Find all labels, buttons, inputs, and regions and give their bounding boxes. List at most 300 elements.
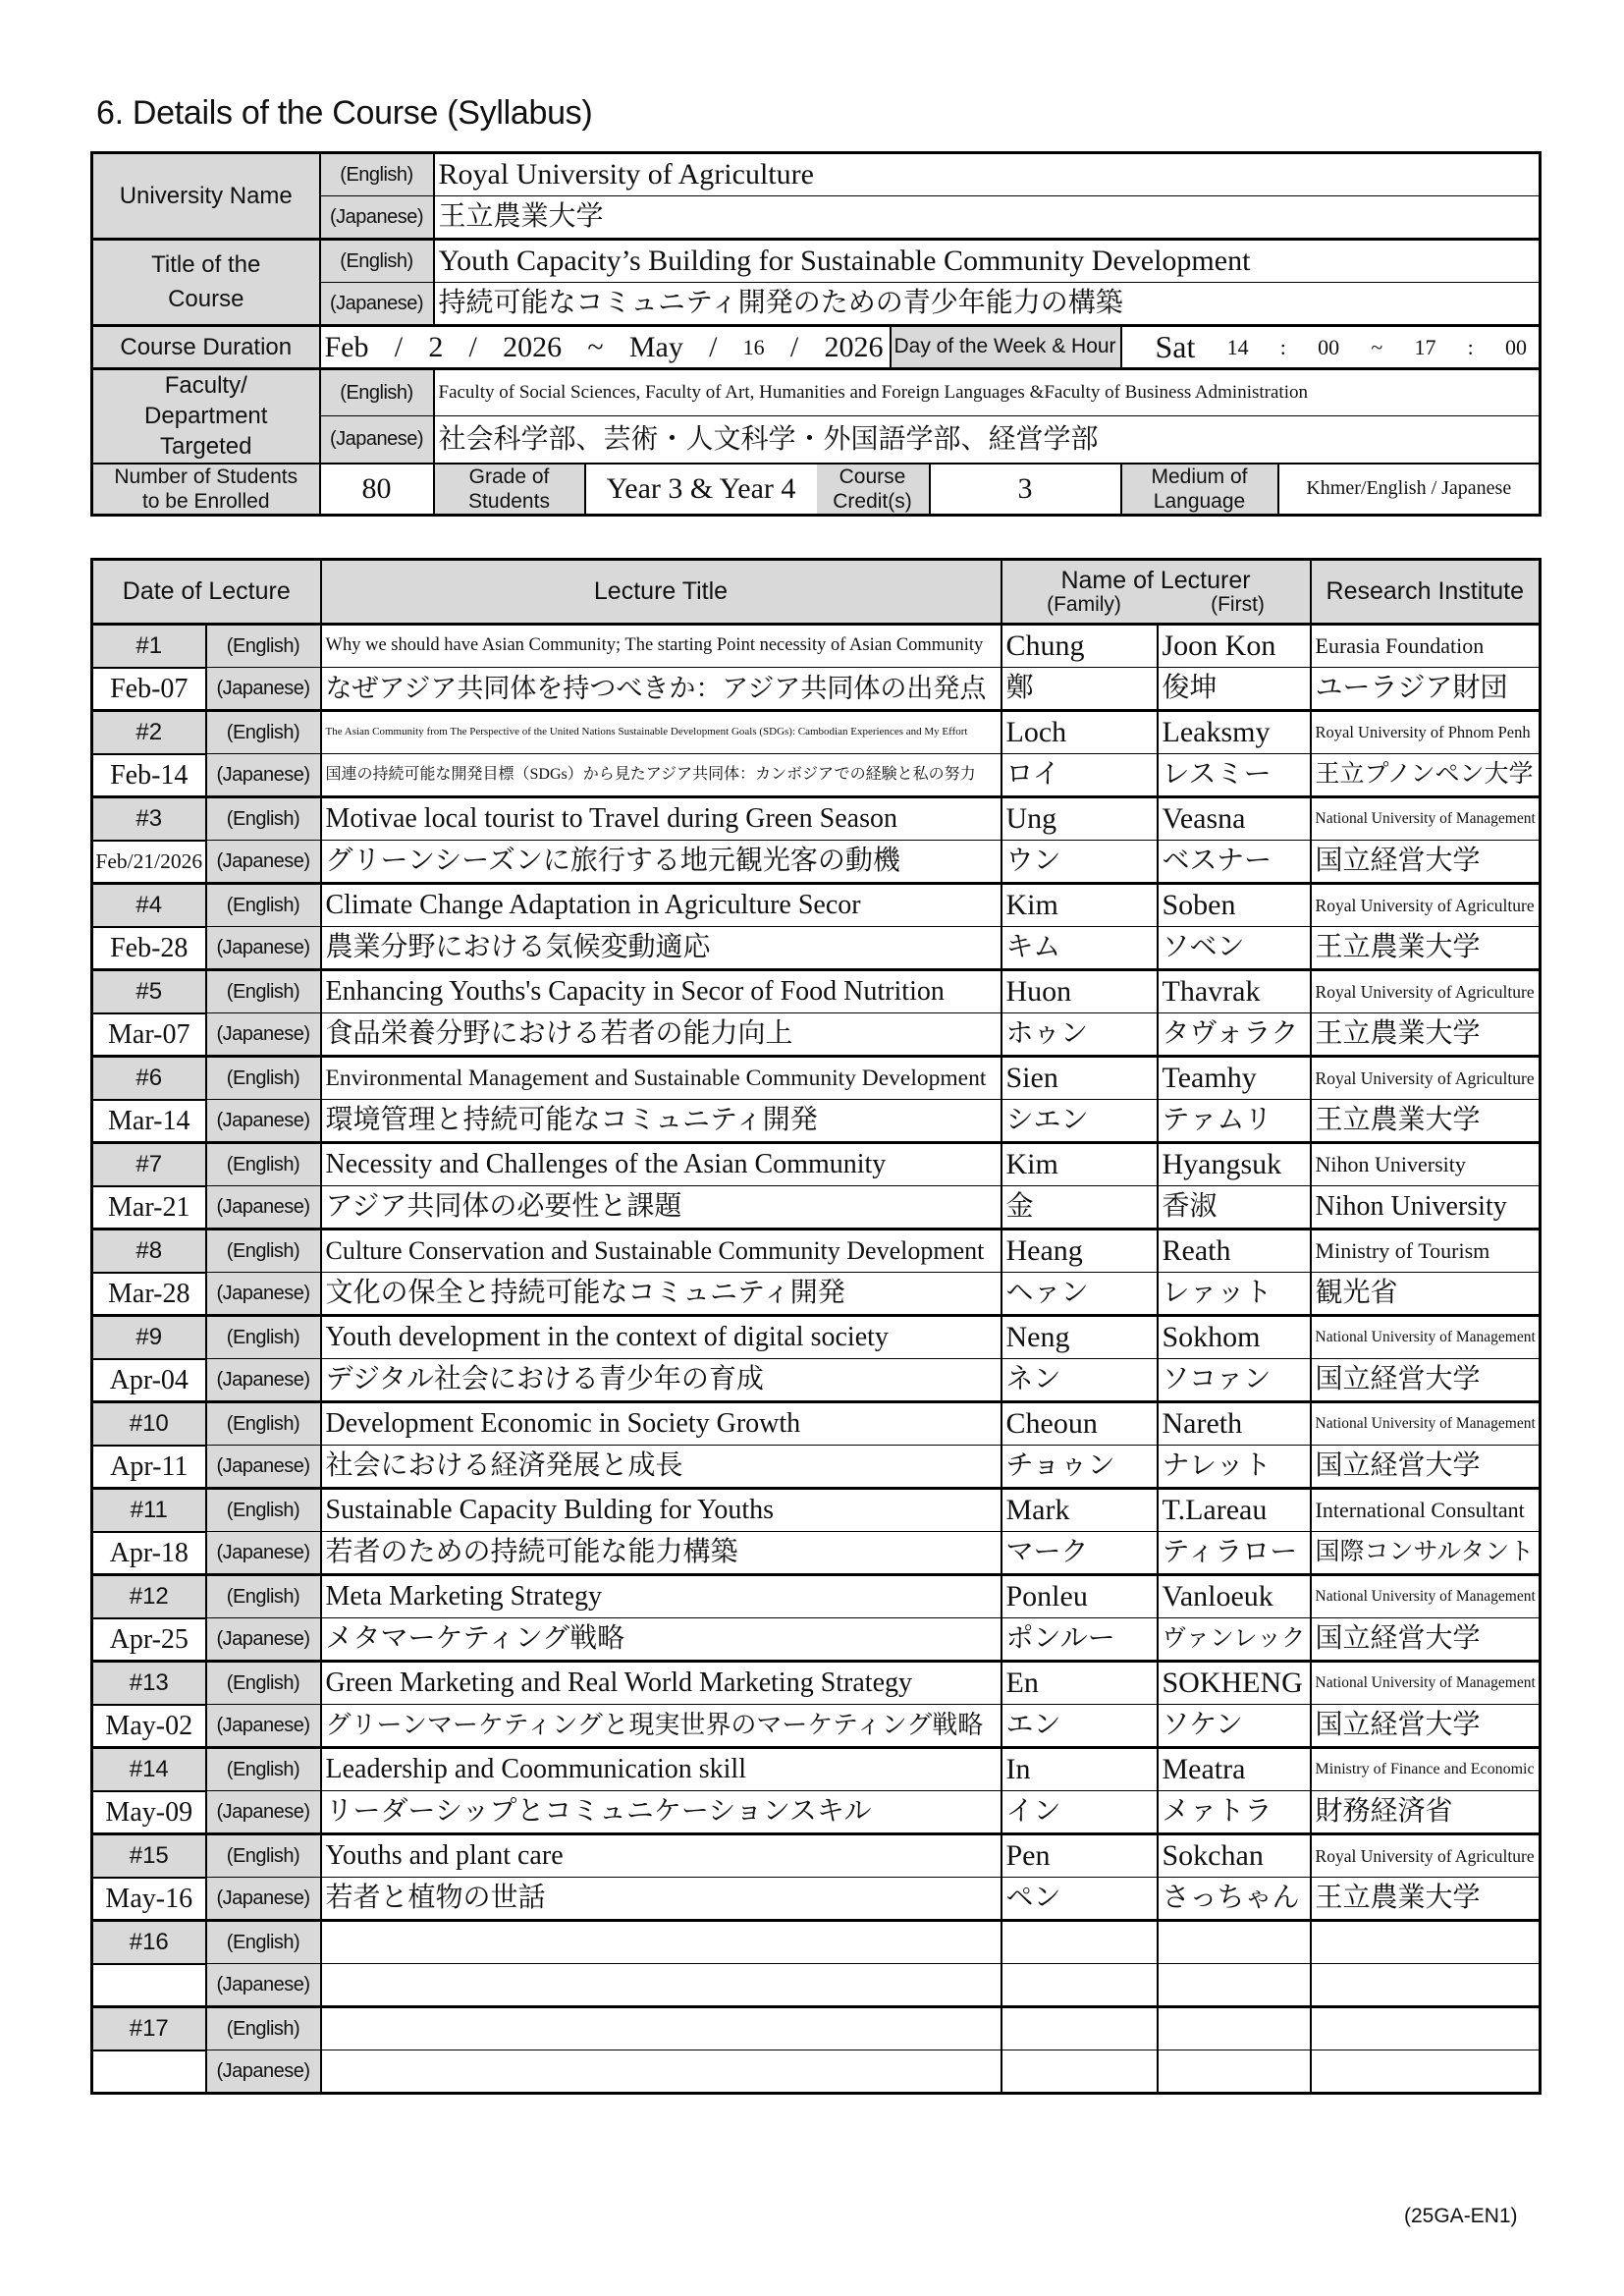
- course-title-label-line2: Course: [168, 285, 244, 312]
- faculty-label: [92, 369, 320, 464]
- lecture-title-english: [321, 2007, 1001, 2050]
- japanese-tag: (Japanese): [206, 1532, 321, 1575]
- start-month: Feb: [324, 330, 369, 363]
- lecture-row-japanese: [92, 1964, 1541, 2007]
- japanese-tag: (Japanese): [206, 1359, 321, 1402]
- lecture-row-english: [92, 1575, 1541, 1618]
- date-sep: /: [789, 330, 799, 363]
- lecture-number: #10: [92, 1402, 206, 1446]
- lecturer-first-name-japanese: ヴァンレック: [1158, 1618, 1311, 1662]
- lecturer-first-name-english: Reath: [1158, 1230, 1311, 1273]
- end-year: 2026: [824, 330, 884, 363]
- students-label-line2: to be Enrolled: [141, 489, 270, 513]
- lecture-schedule-table: [90, 558, 1542, 2095]
- lecture-row-english: [92, 797, 1541, 841]
- lecture-row-english: [92, 1230, 1541, 1273]
- lecture-number: #6: [92, 1057, 206, 1100]
- students-value: 80: [320, 464, 434, 516]
- research-institute-english: National University of Management: [1311, 1402, 1541, 1446]
- english-tag: (English): [206, 625, 321, 668]
- lecturer-family-name-english: Loch: [1001, 711, 1158, 754]
- japanese-tag: (Japanese): [320, 416, 434, 464]
- lecture-number: #11: [92, 1489, 206, 1532]
- start-minute: 00: [1318, 334, 1340, 359]
- lecture-number: #9: [92, 1316, 206, 1359]
- research-institute-japanese: 王立農業大学: [1311, 1013, 1541, 1057]
- course-title-label: [92, 240, 320, 326]
- lecture-title-japanese: グリーンシーズンに旅行する地元観光客の動機: [321, 841, 1001, 884]
- english-tag: (English): [206, 797, 321, 841]
- lecture-number: #1: [92, 625, 206, 668]
- start-year: 2026: [503, 330, 563, 363]
- lecture-date: Mar-14: [92, 1100, 206, 1143]
- research-institute-japanese: 財務経済省: [1311, 1791, 1541, 1834]
- lecturer-first-name-english: Teamhy: [1158, 1057, 1311, 1100]
- lecture-title-english: Necessity and Challenges of the Asian Community: [321, 1143, 1001, 1186]
- lecture-row-japanese: [92, 1705, 1541, 1748]
- lecturer-family-name-english: Huon: [1001, 970, 1158, 1013]
- research-institute-japanese: 国際コンサルタント: [1311, 1532, 1541, 1575]
- course-info-table: [90, 151, 1542, 517]
- lecturer-family-name-english: Mark: [1001, 1489, 1158, 1532]
- research-institute-japanese: 王立農業大学: [1311, 927, 1541, 970]
- lecture-title-english: Leadership and Coommunication skill: [321, 1748, 1001, 1791]
- japanese-tag: (Japanese): [320, 283, 434, 326]
- lecture-title-english: Motivae local tourist to Travel during Green Season: [321, 797, 1001, 841]
- lecturer-family-name-english: Chung: [1001, 625, 1158, 668]
- lecture-date: Feb-14: [92, 754, 206, 797]
- lecture-title-english: Climate Change Adaptation in Agriculture Secor: [321, 884, 1001, 927]
- lecturer-first-name-english: Leaksmy: [1158, 711, 1311, 754]
- lecturer-first-name-japanese: 香淑: [1158, 1186, 1311, 1230]
- language-label-line1: Medium of: [1151, 465, 1248, 488]
- colon: :: [1279, 334, 1286, 359]
- lecture-date: [92, 1964, 206, 2007]
- lecturer-first-name-english: Sokhom: [1158, 1316, 1311, 1359]
- lecture-title-english: Why we should have Asian Community; The starting Point necessity of Asian Community: [321, 625, 1001, 668]
- lecture-row-english: [92, 1834, 1541, 1878]
- english-tag: (English): [206, 1748, 321, 1791]
- lecture-date: Apr-04: [92, 1359, 206, 1402]
- date-sep: /: [394, 330, 404, 363]
- lecture-title-english: [321, 1921, 1001, 1964]
- lecture-row-english: [92, 1316, 1541, 1359]
- lecture-row-english: [92, 970, 1541, 1013]
- research-institute-english: [1311, 2007, 1541, 2050]
- lecturer-first-name-english: [1158, 2007, 1311, 2050]
- lecture-date: Mar-07: [92, 1013, 206, 1057]
- lecturer-family-name-japanese: [1001, 2050, 1158, 2094]
- end-hour: 17: [1414, 334, 1436, 359]
- university-name-english-row: [92, 153, 1541, 196]
- lecturer-family-name-japanese: ポンルー: [1001, 1618, 1158, 1662]
- research-institute-japanese: 国立経営大学: [1311, 1618, 1541, 1662]
- lecture-title-japanese: 社会における経済発展と成長: [321, 1446, 1001, 1489]
- lecture-row-english: [92, 1143, 1541, 1186]
- lecturer-first-name-japanese: レァット: [1158, 1273, 1311, 1316]
- lecturer-first-name-japanese: タヴォラク: [1158, 1013, 1311, 1057]
- lecture-row-japanese: [92, 1791, 1541, 1834]
- lecture-row-japanese: [92, 1618, 1541, 1662]
- lecture-row-japanese: [92, 754, 1541, 797]
- lecture-title-japanese: 若者のための持続可能な能力構築: [321, 1532, 1001, 1575]
- faculty-english-row: [92, 369, 1541, 416]
- japanese-tag: (Japanese): [206, 1273, 321, 1316]
- research-institute-japanese: 国立経営大学: [1311, 1446, 1541, 1489]
- lecture-row-japanese: [92, 841, 1541, 884]
- day-of-week: Sat: [1155, 328, 1196, 364]
- students-label-line1: Number of Students: [114, 465, 298, 488]
- lecture-date: May-16: [92, 1878, 206, 1921]
- date-sep: /: [468, 330, 477, 363]
- enrollment-row: [92, 464, 1541, 516]
- lecture-date: Feb/21/2026: [92, 841, 206, 884]
- lecturer-first-name-english: Veasna: [1158, 797, 1311, 841]
- lecture-title-japanese: グリーンマーケティングと現実世界のマーケティング戦略: [321, 1705, 1001, 1748]
- lecturer-first-name-english: Vanloeuk: [1158, 1575, 1311, 1618]
- lecture-row-japanese: [92, 668, 1541, 711]
- first-name-header: (First): [1211, 593, 1265, 617]
- japanese-tag: (Japanese): [206, 1791, 321, 1834]
- lecture-date: Feb-07: [92, 668, 206, 711]
- research-institute-japanese: 王立農業大学: [1311, 1878, 1541, 1921]
- grade-label: [434, 464, 585, 516]
- lecture-title-english: Youths and plant care: [321, 1834, 1001, 1878]
- japanese-tag: (Japanese): [206, 2050, 321, 2094]
- credits-value: 3: [930, 464, 1121, 516]
- course-duration-label: Course Duration: [92, 326, 320, 369]
- lecture-title-english: Sustainable Capacity Bulding for Youths: [321, 1489, 1001, 1532]
- faculty-label-line3: Targeted: [160, 433, 252, 461]
- research-institute-english: Royal University of Agriculture: [1311, 970, 1541, 1013]
- japanese-tag: (Japanese): [320, 196, 434, 240]
- lecture-title-english: Green Marketing and Real World Marketing Strategy: [321, 1662, 1001, 1705]
- japanese-tag: (Japanese): [206, 1878, 321, 1921]
- lecturer-first-name-japanese: ソベン: [1158, 927, 1311, 970]
- japanese-tag: (Japanese): [206, 1186, 321, 1230]
- lecturer-family-name-japanese: ウン: [1001, 841, 1158, 884]
- lecture-row-japanese: [92, 1273, 1541, 1316]
- lecture-title-japanese: 若者と植物の世話: [321, 1878, 1001, 1921]
- english-tag: (English): [206, 1316, 321, 1359]
- credits-label: [817, 464, 930, 516]
- faculty-japanese: 社会科学部、芸術・人文科学・外国語学部、経営学部: [434, 416, 1541, 464]
- lecturer-family-name-japanese: ロイ: [1001, 754, 1158, 797]
- lecturer-family-name-japanese: イン: [1001, 1791, 1158, 1834]
- lecture-title-japanese: リーダーシップとコミュニケーションスキル: [321, 1791, 1001, 1834]
- research-institute-japanese: 王立農業大学: [1311, 1100, 1541, 1143]
- research-institute-english: Ministry of Tourism: [1311, 1230, 1541, 1273]
- lecturer-family-name-japanese: 金: [1001, 1186, 1158, 1230]
- lecture-row-english: [92, 884, 1541, 927]
- day-hour-value: [1121, 326, 1541, 369]
- lecture-date: Apr-25: [92, 1618, 206, 1662]
- lecture-rows: [92, 625, 1541, 2094]
- lecturer-family-name-english: In: [1001, 1748, 1158, 1791]
- english-tag: (English): [206, 1662, 321, 1705]
- research-institute-japanese: [1311, 2050, 1541, 2094]
- japanese-tag: (Japanese): [206, 1013, 321, 1057]
- lecture-title-japanese: アジア共同体の必要性と課題: [321, 1186, 1001, 1230]
- faculty-label-line1: Faculty/: [164, 372, 247, 399]
- lecture-number: #5: [92, 970, 206, 1013]
- range-sep: ~: [587, 330, 604, 363]
- lecture-number: #3: [92, 797, 206, 841]
- japanese-tag: (Japanese): [206, 1618, 321, 1662]
- end-month: May: [628, 330, 683, 363]
- credits-label-line1: Course: [839, 465, 906, 488]
- lecturer-family-name-japanese: エン: [1001, 1705, 1158, 1748]
- lecturer-family-name-japanese: チョゥン: [1001, 1446, 1158, 1489]
- lecture-title-header: Lecture Title: [321, 560, 1001, 625]
- lecture-number: #17: [92, 2007, 206, 2050]
- lecturer-first-name-english: T.Lareau: [1158, 1489, 1311, 1532]
- research-institute-english: Nihon University: [1311, 1143, 1541, 1186]
- lecture-date: Mar-21: [92, 1186, 206, 1230]
- lecture-title-japanese: 環境管理と持続可能なコミュニティ開発: [321, 1100, 1001, 1143]
- lecture-number: #8: [92, 1230, 206, 1273]
- lecturer-first-name-english: Thavrak: [1158, 970, 1311, 1013]
- language-value: Khmer/English / Japanese: [1278, 464, 1541, 516]
- lecturer-family-name-english: Kim: [1001, 884, 1158, 927]
- research-institute-english: Ministry of Finance and Economic: [1311, 1748, 1541, 1791]
- english-tag: (English): [206, 1143, 321, 1186]
- lecturer-first-name-japanese: レスミー: [1158, 754, 1311, 797]
- english-tag: (English): [320, 240, 434, 283]
- course-title-japanese: 持続可能なコミュニティ開発のための青少年能力の構築: [434, 283, 1541, 326]
- colon: :: [1467, 334, 1474, 359]
- lecturer-family-name-english: Pen: [1001, 1834, 1158, 1878]
- lecturer-first-name-english: Hyangsuk: [1158, 1143, 1311, 1186]
- research-institute-english: Royal University of Agriculture: [1311, 884, 1541, 927]
- english-tag: (English): [206, 1402, 321, 1446]
- lecturer-first-name-japanese: ソケン: [1158, 1705, 1311, 1748]
- end-minute: 00: [1504, 334, 1527, 359]
- research-institute-english: International Consultant: [1311, 1489, 1541, 1532]
- lecturer-first-name-japanese: 俊坤: [1158, 668, 1311, 711]
- english-tag: (English): [206, 711, 321, 754]
- university-name-japanese: 王立農業大学: [434, 196, 1541, 240]
- lecturer-name-header: [1001, 560, 1311, 625]
- lecture-date: [92, 2050, 206, 2094]
- lecture-title-english: The Asian Community from The Perspective of the United Nations Sustainable Development Goals (SDGs): Cambodian Experiences and My Effort: [321, 711, 1001, 754]
- lecture-row-english: [92, 1489, 1541, 1532]
- lecturer-first-name-english: Sokchan: [1158, 1834, 1311, 1878]
- lecture-row-english: [92, 711, 1541, 754]
- lecturer-first-name-japanese: メァトラ: [1158, 1791, 1311, 1834]
- lecturer-family-name-japanese: キム: [1001, 927, 1158, 970]
- research-institute-japanese: 国立経営大学: [1311, 841, 1541, 884]
- research-institute-japanese: 国立経営大学: [1311, 1359, 1541, 1402]
- lecture-title-english: Development Economic in Society Growth: [321, 1402, 1001, 1446]
- lecture-title-japanese: [321, 1964, 1001, 2007]
- lecture-title-japanese: メタマーケティング戦略: [321, 1618, 1001, 1662]
- course-duration-value: [320, 326, 891, 369]
- lecturer-family-name-japanese: ヘァン: [1001, 1273, 1158, 1316]
- research-institute-japanese: Nihon University: [1311, 1186, 1541, 1230]
- day-hour-label: Day of the Week & Hour: [891, 326, 1121, 369]
- english-tag: (English): [206, 884, 321, 927]
- lecture-date: Mar-28: [92, 1273, 206, 1316]
- japanese-tag: (Japanese): [206, 841, 321, 884]
- research-institute-english: [1311, 1921, 1541, 1964]
- research-institute-japanese: [1311, 1964, 1541, 2007]
- lecturer-first-name-japanese: [1158, 2050, 1311, 2094]
- university-name-label: University Name: [92, 153, 320, 240]
- lecturer-family-name-japanese: マーク: [1001, 1532, 1158, 1575]
- lecture-row-japanese: [92, 1186, 1541, 1230]
- lecturer-name-header-label: Name of Lecturer: [1060, 566, 1251, 594]
- lecturer-family-name-english: Ponleu: [1001, 1575, 1158, 1618]
- language-label-line2: Language: [1153, 489, 1246, 513]
- language-label: [1121, 464, 1278, 516]
- faculty-english: Faculty of Social Sciences, Faculty of Art, Humanities and Foreign Languages &Faculty of Business Administration: [434, 369, 1541, 416]
- students-label: [92, 464, 320, 516]
- research-institute-english: Royal University of Agriculture: [1311, 1834, 1541, 1878]
- lecturer-family-name-japanese: ペン: [1001, 1878, 1158, 1921]
- english-tag: (English): [206, 1834, 321, 1878]
- lecture-title-english: Meta Marketing Strategy: [321, 1575, 1001, 1618]
- lecture-row-japanese: [92, 1878, 1541, 1921]
- lecture-date: Feb-28: [92, 927, 206, 970]
- date-sep: /: [709, 330, 718, 363]
- lecturer-first-name-english: Joon Kon: [1158, 625, 1311, 668]
- english-tag: (English): [206, 2007, 321, 2050]
- lecture-title-japanese: 国連の持続可能な開発目標（SDGs）から見たアジア共同体：カンボジアでの経験と私の努力: [321, 754, 1001, 797]
- english-tag: (English): [206, 1489, 321, 1532]
- research-institute-english: National University of Management: [1311, 1316, 1541, 1359]
- lecturer-first-name-japanese: テァムリ: [1158, 1100, 1311, 1143]
- lecture-date: May-02: [92, 1705, 206, 1748]
- lecture-number: #7: [92, 1143, 206, 1186]
- university-name-english: Royal University of Agriculture: [434, 153, 1541, 196]
- lecture-title-english: Environmental Management and Sustainable Community Development: [321, 1057, 1001, 1100]
- research-institute-header: Research Institute: [1311, 560, 1541, 625]
- lecture-date: Apr-18: [92, 1532, 206, 1575]
- course-title-label-line1: Title of the: [151, 250, 261, 278]
- lecture-row-japanese: [92, 1359, 1541, 1402]
- lecturer-first-name-english: Soben: [1158, 884, 1311, 927]
- research-institute-japanese: 国立経営大学: [1311, 1705, 1541, 1748]
- lecturer-family-name-english: Sien: [1001, 1057, 1158, 1100]
- lecture-title-english: Youth development in the context of digital society: [321, 1316, 1001, 1359]
- japanese-tag: (Japanese): [206, 1705, 321, 1748]
- lecture-row-english: [92, 1662, 1541, 1705]
- lecture-number: #16: [92, 1921, 206, 1964]
- lecturer-family-name-japanese: シエン: [1001, 1100, 1158, 1143]
- lecturer-first-name-english: [1158, 1921, 1311, 1964]
- japanese-tag: (Japanese): [206, 668, 321, 711]
- lecturer-family-name-english: Ung: [1001, 797, 1158, 841]
- course-title-english: Youth Capacity’s Building for Sustainable Community Development: [434, 240, 1541, 283]
- research-institute-english: Eurasia Foundation: [1311, 625, 1541, 668]
- time-range-sep: ~: [1371, 334, 1383, 359]
- research-institute-english: Royal University of Phnom Penh: [1311, 711, 1541, 754]
- english-tag: (English): [320, 369, 434, 416]
- lecture-row-japanese: [92, 2050, 1541, 2094]
- lecturer-family-name-english: [1001, 2007, 1158, 2050]
- english-tag: (English): [206, 1230, 321, 1273]
- lecturer-family-name-japanese: 鄭: [1001, 668, 1158, 711]
- lecture-date: Apr-11: [92, 1446, 206, 1489]
- research-institute-english: Royal University of Agriculture: [1311, 1057, 1541, 1100]
- lecturer-family-name-english: Heang: [1001, 1230, 1158, 1273]
- start-hour: 14: [1226, 334, 1249, 359]
- lecture-title-english: Culture Conservation and Sustainable Community Development: [321, 1230, 1001, 1273]
- lecturer-first-name-japanese: ティラロー: [1158, 1532, 1311, 1575]
- lecturer-first-name-english: Nareth: [1158, 1402, 1311, 1446]
- start-day: 2: [428, 330, 444, 363]
- lecture-title-japanese: [321, 2050, 1001, 2094]
- lecture-number: #12: [92, 1575, 206, 1618]
- lecture-row-english: [92, 1057, 1541, 1100]
- lecturer-subheaders: [1002, 594, 1310, 616]
- grade-value: Year 3 & Year 4: [585, 464, 817, 516]
- japanese-tag: (Japanese): [206, 1100, 321, 1143]
- page-title: 6. Details of the Course (Syllabus): [96, 94, 593, 132]
- english-tag: (English): [206, 1921, 321, 1964]
- form-code: (25GA-EN1): [1404, 2205, 1518, 2227]
- lecturer-family-name-english: Kim: [1001, 1143, 1158, 1186]
- research-institute-english: National University of Management: [1311, 797, 1541, 841]
- faculty-label-line2: Department: [144, 403, 268, 430]
- research-institute-japanese: ユーラジア財団: [1311, 668, 1541, 711]
- lecture-title-english: Enhancing Youths's Capacity in Secor of Food Nutrition: [321, 970, 1001, 1013]
- lecturer-family-name-japanese: ネン: [1001, 1359, 1158, 1402]
- lecture-row-english: [92, 625, 1541, 668]
- credits-label-line2: Credit(s): [833, 489, 912, 513]
- lecture-row-japanese: [92, 1532, 1541, 1575]
- lecturer-first-name-japanese: [1158, 1964, 1311, 2007]
- course-title-english-row: [92, 240, 1541, 283]
- lecture-row-japanese: [92, 1013, 1541, 1057]
- japanese-tag: (Japanese): [206, 1446, 321, 1489]
- lecture-number: #4: [92, 884, 206, 927]
- lecturer-first-name-japanese: ソコァン: [1158, 1359, 1311, 1402]
- research-institute-japanese: 観光省: [1311, 1273, 1541, 1316]
- lecturer-first-name-english: Meatra: [1158, 1748, 1311, 1791]
- lecture-row-english: [92, 2007, 1541, 2050]
- research-institute-english: National University of Management: [1311, 1662, 1541, 1705]
- lecturer-family-name-english: [1001, 1921, 1158, 1964]
- grade-label-line1: Grade of: [468, 465, 550, 488]
- lecture-title-japanese: デジタル社会における青少年の育成: [321, 1359, 1001, 1402]
- japanese-tag: (Japanese): [206, 1964, 321, 2007]
- lecture-row-english: [92, 1402, 1541, 1446]
- lecture-number: #15: [92, 1834, 206, 1878]
- lecture-number: #13: [92, 1662, 206, 1705]
- lecture-title-japanese: なぜアジア共同体を持つべきか：アジア共同体の出発点: [321, 668, 1001, 711]
- lecture-title-japanese: 農業分野における気候変動適応: [321, 927, 1001, 970]
- english-tag: (English): [206, 1057, 321, 1100]
- research-institute-japanese: 王立プノンペン大学: [1311, 754, 1541, 797]
- lecture-row-japanese: [92, 1100, 1541, 1143]
- english-tag: (English): [206, 970, 321, 1013]
- lecturer-first-name-japanese: ベスナー: [1158, 841, 1311, 884]
- course-duration-row: [92, 326, 1541, 369]
- lecturer-first-name-japanese: さっちゃん: [1158, 1878, 1311, 1921]
- japanese-tag: (Japanese): [206, 754, 321, 797]
- english-tag: (English): [320, 153, 434, 196]
- lecture-date: May-09: [92, 1791, 206, 1834]
- lecturer-first-name-japanese: ナレット: [1158, 1446, 1311, 1489]
- lecture-number: #14: [92, 1748, 206, 1791]
- japanese-tag: (Japanese): [206, 927, 321, 970]
- lecture-title-japanese: 食品栄養分野における若者の能力向上: [321, 1013, 1001, 1057]
- end-day: 16: [742, 334, 765, 359]
- lecturer-family-name-japanese: ホゥン: [1001, 1013, 1158, 1057]
- english-tag: (English): [206, 1575, 321, 1618]
